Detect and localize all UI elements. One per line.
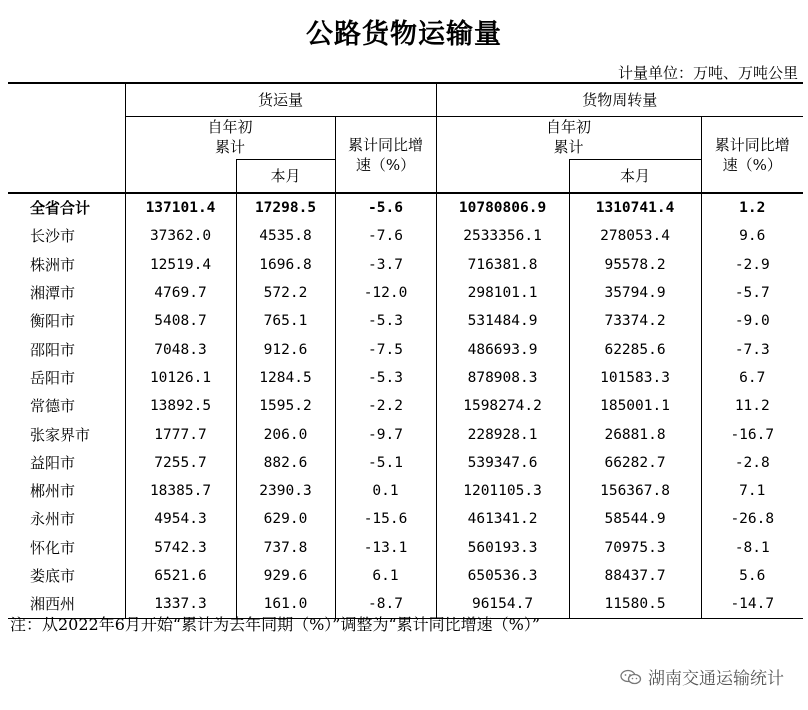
table-cell: -5.3 (335, 364, 436, 392)
table-cell: 17298.5 (236, 193, 335, 222)
table-row (8, 279, 803, 307)
table-cell: 58544.9 (569, 505, 701, 533)
table-cell: -2.9 (701, 251, 803, 279)
table-cell: -7.5 (335, 335, 436, 363)
table-cell: 11580.5 (569, 590, 701, 619)
freight-table (8, 82, 803, 619)
watermark (620, 664, 784, 689)
row-region-name: 郴州市 (8, 477, 125, 505)
table-row (8, 505, 803, 533)
table-cell: 4954.3 (154, 511, 207, 528)
table-row (8, 117, 803, 160)
table-cell: 185001.1 (569, 392, 701, 420)
table-cell: 13892.5 (149, 398, 212, 415)
table-cell: 95578.2 (569, 251, 701, 279)
table-cell: 7.1 (701, 477, 803, 505)
row-region-name: 全省合计 (8, 193, 125, 222)
table-cell: 878908.3 (436, 364, 569, 392)
table-cell: 486693.9 (436, 335, 569, 363)
table-cell: -12.0 (335, 279, 436, 307)
table-row (8, 251, 803, 279)
table-cell: 206.0 (236, 420, 335, 448)
table-cell: 716381.8 (436, 251, 569, 279)
table-cell: 228928.1 (436, 420, 569, 448)
row-region-name: 长沙市 (8, 222, 125, 250)
table-cell: 9.6 (701, 222, 803, 250)
page-title: 公路货物运输量 (306, 19, 502, 50)
table-cell: 2533356.1 (436, 222, 569, 250)
table-cell: 929.6 (236, 562, 335, 590)
table-cell: 4535.8 (236, 222, 335, 250)
row-region-name: 张家界市 (8, 420, 125, 448)
header-month: 本月 (236, 160, 335, 194)
table-row (8, 364, 803, 392)
table-cell: 96154.7 (436, 590, 569, 619)
table-cell: 6.7 (701, 364, 803, 392)
table-cell: 531484.9 (436, 307, 569, 335)
table-cell: -8.7 (335, 590, 436, 619)
table-cell: 912.6 (236, 335, 335, 363)
table-cell: -8.1 (701, 534, 803, 562)
header-ytd: 自年初 累计 (207, 118, 253, 156)
table-cell: 572.2 (236, 279, 335, 307)
table-cell: 10780806.9 (436, 193, 569, 222)
header-month-turnover: 本月 (569, 160, 701, 194)
table-cell: 66282.7 (569, 449, 701, 477)
table-cell: 1201105.3 (436, 477, 569, 505)
table-cell: 461341.2 (436, 505, 569, 533)
table-cell: 7048.3 (154, 341, 207, 358)
table-cell: -2.2 (335, 392, 436, 420)
header-ytd-spacer (125, 160, 236, 194)
table-cell: -9.7 (335, 420, 436, 448)
row-region-name: 岳阳市 (8, 364, 125, 392)
table-cell: 629.0 (236, 505, 335, 533)
table-row (8, 193, 803, 222)
table-cell: 7255.7 (154, 454, 207, 471)
row-region-name: 怀化市 (8, 534, 125, 562)
table-cell: 5408.7 (154, 313, 207, 330)
table-cell: 1696.8 (236, 251, 335, 279)
table-cell: -5.7 (701, 279, 803, 307)
header-freight-volume: 货运量 (125, 83, 436, 117)
table-cell: -14.7 (701, 590, 803, 619)
table-cell: -5.1 (335, 449, 436, 477)
table-row (8, 307, 803, 335)
table-cell: 1337.3 (125, 590, 236, 619)
table-cell: 10126.1 (149, 369, 212, 386)
table-row (8, 335, 803, 363)
table-cell: 35794.9 (569, 279, 701, 307)
table-cell: 539347.6 (436, 449, 569, 477)
table-cell: 1595.2 (236, 392, 335, 420)
table-cell: 12519.4 (149, 256, 212, 273)
footnote: 注：从2022年6月开始“累计为去年同期（%）”调整为“累计同比增速（%）” (10, 615, 541, 634)
table-row (8, 562, 803, 590)
table-cell: 765.1 (236, 307, 335, 335)
table-row (8, 392, 803, 420)
table-row (8, 83, 803, 117)
table-cell: 1777.7 (154, 426, 207, 443)
table-cell: -15.6 (335, 505, 436, 533)
table-cell: 1598274.2 (436, 392, 569, 420)
header-growth-turnover: 累计同比增 速（%） (701, 117, 803, 194)
table-cell: 73374.2 (569, 307, 701, 335)
row-region-name: 邵阳市 (8, 335, 125, 363)
table-row (8, 449, 803, 477)
table-cell: -13.1 (335, 534, 436, 562)
table-cell: 560193.3 (436, 534, 569, 562)
table-cell: 156367.8 (569, 477, 701, 505)
table-cell: 37362.0 (149, 228, 212, 245)
table-cell: 0.1 (335, 477, 436, 505)
header-ytd-turnover: 自年初 累计 (546, 118, 592, 156)
unit-label: 计量单位：万吨、万吨公里 (617, 64, 798, 82)
row-region-name: 株洲市 (8, 251, 125, 279)
table-cell: 1.2 (701, 193, 803, 222)
table-cell: -7.6 (335, 222, 436, 250)
table-cell: 5742.3 (154, 539, 207, 556)
table-cell: 101583.3 (569, 364, 701, 392)
table-cell: 1310741.4 (569, 193, 701, 222)
table-cell: -16.7 (701, 420, 803, 448)
table-cell: 882.6 (236, 449, 335, 477)
table-cell: 278053.4 (569, 222, 701, 250)
table-cell: 26881.8 (569, 420, 701, 448)
table-cell: 298101.1 (436, 279, 569, 307)
table-row (8, 477, 803, 505)
table-cell: 650536.3 (436, 562, 569, 590)
header-corner (8, 83, 125, 193)
row-region-name: 常德市 (8, 392, 125, 420)
row-region-name: 湘潭市 (8, 279, 125, 307)
table-cell: 137101.4 (145, 200, 216, 217)
table-row (8, 420, 803, 448)
row-region-name: 永州市 (8, 505, 125, 533)
table-cell: 4769.7 (154, 285, 207, 302)
table-cell: 2390.3 (236, 477, 335, 505)
table-cell: 1284.5 (236, 364, 335, 392)
table-cell: 18385.7 (149, 483, 212, 500)
table-cell: 62285.6 (569, 335, 701, 363)
header-ytd-turnover-spacer (436, 160, 569, 194)
table-row (8, 534, 803, 562)
header-turnover: 货物周转量 (436, 83, 803, 117)
wechat-icon (620, 669, 642, 685)
watermark-text: 湖南交通运输统计 (648, 669, 784, 689)
table-cell: 6521.6 (154, 568, 207, 584)
header-growth: 累计同比增 速（%） (335, 117, 436, 194)
table-cell: -5.6 (335, 193, 436, 222)
table-cell: 161.0 (236, 590, 335, 619)
table-cell: 5.6 (701, 562, 803, 590)
table-cell: -2.8 (701, 449, 803, 477)
table-cell: 70975.3 (569, 534, 701, 562)
table-cell: 737.8 (236, 534, 335, 562)
table-cell: -26.8 (701, 505, 803, 533)
table-cell: 6.1 (335, 562, 436, 590)
row-region-name: 益阳市 (8, 449, 125, 477)
table-cell: -9.0 (701, 307, 803, 335)
row-region-name: 湘西州 (8, 590, 125, 619)
table-cell: 11.2 (701, 392, 803, 420)
row-region-name: 衡阳市 (8, 307, 125, 335)
table-cell: -5.3 (335, 307, 436, 335)
row-region-name: 娄底市 (8, 562, 125, 590)
table-cell: -3.7 (335, 251, 436, 279)
table-cell: 88437.7 (569, 562, 701, 590)
table-row (8, 222, 803, 250)
table-cell: -7.3 (701, 335, 803, 363)
